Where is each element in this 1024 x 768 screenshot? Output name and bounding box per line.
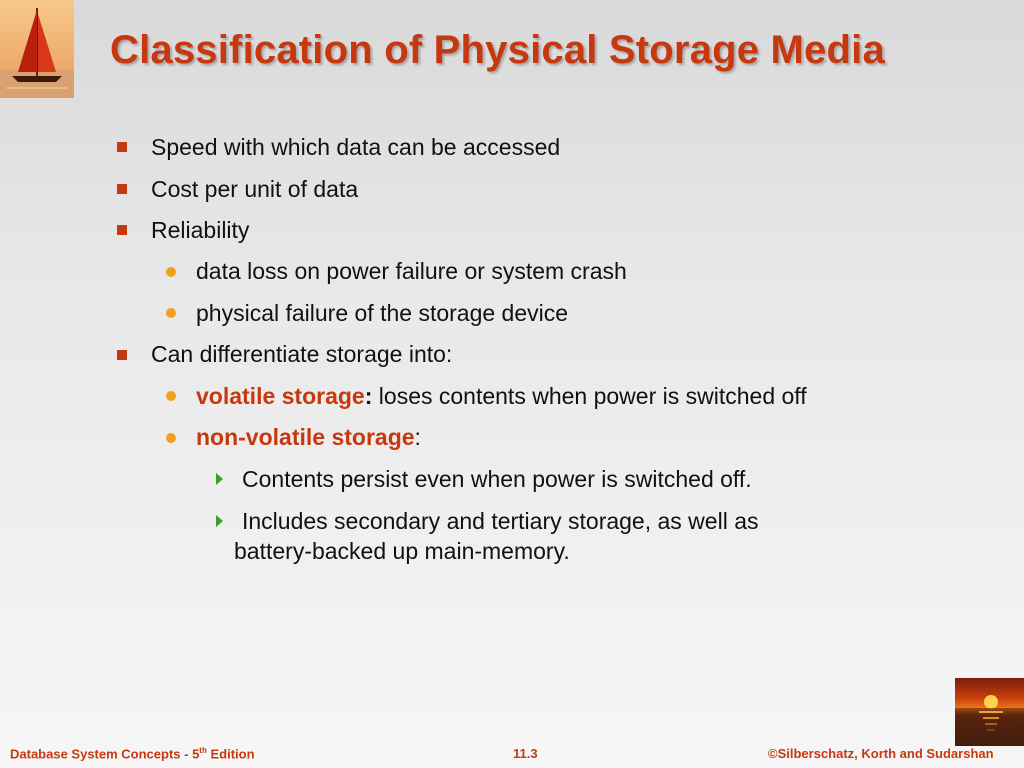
list-item: physical failure of the storage device [196,300,569,326]
list-item: Speed with which data can be accessed [151,134,561,160]
term-volatile-storage: volatile storage [196,383,365,409]
footer-copyright: ©Silberschatz, Korth and Sudarshan [768,746,994,761]
sunset-image-icon [955,678,1024,746]
footer-title-text: Database System Concepts - 5 [10,746,200,762]
sailboat-logo-icon [0,0,74,98]
list-item: Cost per unit of data [151,176,359,202]
footer-book-title [10,746,255,761]
list-item-continuation: battery-backed up main-memory. [234,538,570,564]
square-bullet-icon [117,184,127,194]
list-item: data loss on power failure or system crash [196,258,627,284]
footer-title-suffix: Edition [206,746,255,762]
square-bullet-icon [117,225,127,235]
arrow-bullet-icon [216,515,223,527]
term-punct: : [414,424,421,450]
slide-title: Classification of Physical Storage Media [110,28,885,72]
list-item: Includes secondary and tertiary storage, as well as [242,508,759,534]
list-item: Contents persist even when power is switched off. [242,466,752,492]
dot-bullet-icon [166,391,176,401]
dot-bullet-icon [166,433,176,443]
list-item [196,424,421,451]
list-item: Can differentiate storage into: [151,341,453,367]
footer-title-sup: th [199,746,207,755]
item-text: loses contents when power is switched off [372,383,807,409]
footer-page-number: 11.3 [513,746,538,761]
arrow-bullet-icon [216,473,223,485]
dot-bullet-icon [166,308,176,318]
dot-bullet-icon [166,267,176,277]
list-item [196,383,807,410]
term-non-volatile-storage: non-volatile storage [196,424,415,450]
term-punct: : [364,383,373,409]
square-bullet-icon [117,350,127,360]
list-item: Reliability [151,217,250,243]
square-bullet-icon [117,142,127,152]
